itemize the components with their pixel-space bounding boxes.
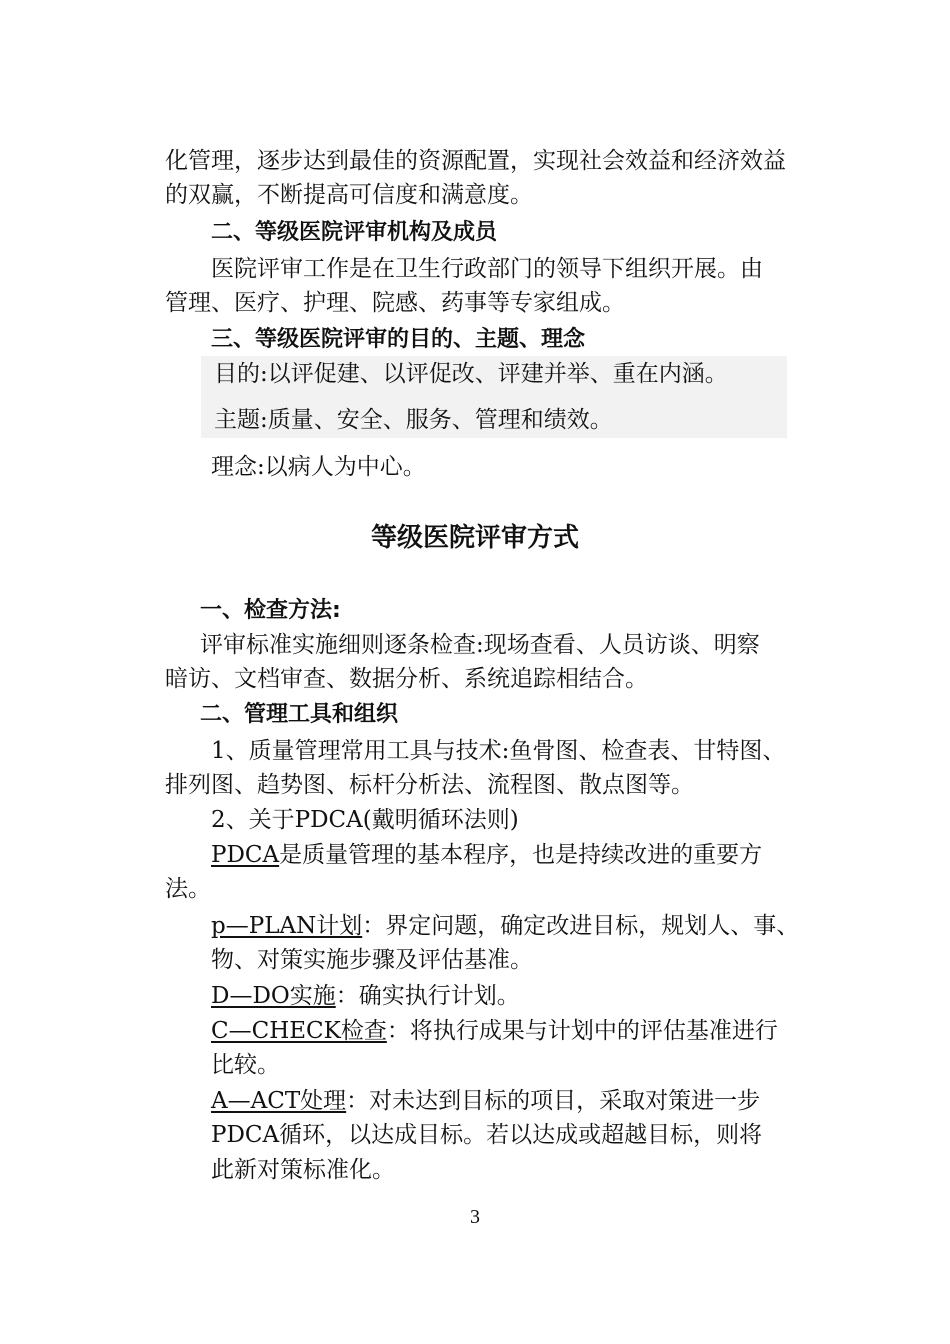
section-heading-review-body: 二、等级医院评审机构及成员 [211,220,498,245]
act-term: A—ACT处理 [211,1088,347,1114]
tools-item-2: 2、关于PDCA(戴明循环法则) [211,807,519,833]
tools-item-1-line-2: 排列图、趋势图、标杆分析法、流程图、散点图等。 [165,772,694,798]
plan-term: p—PLAN计划 [211,913,363,939]
pdca-text: 是质量管理的基本程序，也是持续改进的重要方 [279,842,763,868]
method-line-2: 暗访、文档审查、数据分析、系统追踪相结合。 [165,666,648,692]
intro-line-1: 化管理，逐步达到最佳的资源配置，实现社会效益和经济效益 [165,148,786,174]
pdca-term: PDCA [211,842,280,868]
do-line [211,979,520,1013]
check-term: C—CHECK检查 [211,1018,387,1044]
review-body-line-1: 医院评审工作是在卫生行政部门的领导下组织开展。由 [211,256,763,282]
plan-text: ：界定问题，确定改进目标，规划人、事、 [362,913,800,939]
section-heading-purpose: 三、等级医院评审的目的、主题、理念 [211,327,586,352]
method-line-1: 评审标准实施细则逐条检查:现场查看、人员访谈、明察 [200,632,760,658]
concept-line: 理念:以病人为中心。 [211,454,426,480]
check-text: ：将执行成果与计划中的评估基准进行 [386,1018,778,1044]
do-term: D—DO实施 [211,983,336,1009]
section-heading-method: 一、检查方法: [200,598,341,623]
check-line-2: 比较。 [211,1052,280,1078]
chapter-title: 等级医院评审方式 [370,523,579,553]
review-body-line-2: 管理、医疗、护理、院感、药事等专家组成。 [165,290,625,316]
pdca-line-1 [211,838,762,872]
act-text: ：对未达到目标的项目，采取对策进一步 [346,1088,761,1114]
act-line-1 [211,1084,760,1118]
tools-item-1-line-1: 1、质量管理常用工具与技术:鱼骨图、检查表、甘特图、 [211,738,786,764]
section-heading-tools: 二、管理工具和组织 [200,702,399,727]
plan-line-1 [211,909,799,943]
check-line-1 [211,1014,778,1048]
theme-line: 主题:质量、安全、服务、管理和绩效。 [214,407,613,433]
plan-line-2: 物、对策实施步骤及评估基准。 [211,947,533,973]
act-line-3: 此新对策标准化。 [211,1157,395,1183]
do-text: ：确实执行计划。 [335,983,520,1009]
page-number: 3 [470,1206,480,1228]
purpose-line: 目的:以评促建、以评促改、评建并举、重在内涵。 [214,361,728,387]
intro-line-2: 的双赢，不断提高可信度和满意度。 [165,182,533,208]
act-line-2: PDCA循环，以达成目标。若以达成或超越目标，则将 [211,1122,763,1148]
pdca-line-2: 法。 [165,876,211,902]
